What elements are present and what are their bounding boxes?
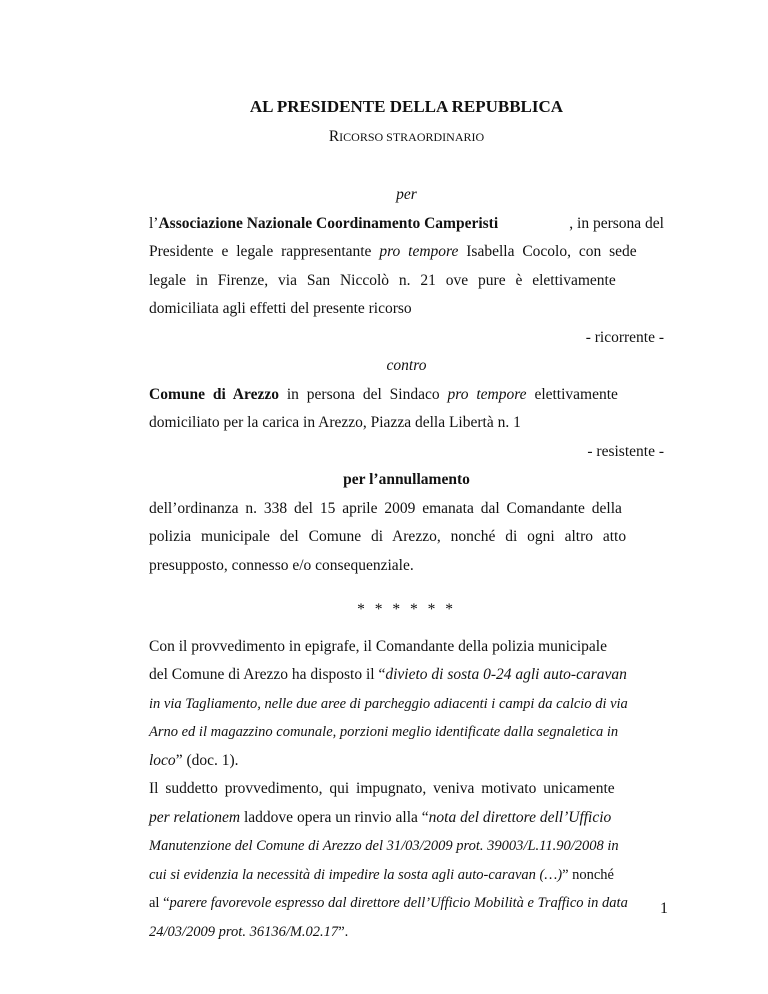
body-p2-line-1: Il suddetto provvedimento, qui impugnato, veniva motivato unicamente bbox=[149, 780, 615, 797]
text-segment: ” nonché bbox=[562, 866, 614, 883]
addressee-heading: AL PRESIDENTE DELLA REPUBBLICA bbox=[249, 97, 564, 116]
text-segment-italic: 24/03/2009 prot. 36136/M.02.17 bbox=[149, 923, 339, 940]
annullamento-heading: per l’annullamento bbox=[343, 471, 470, 488]
body-p1-line-3: in via Tagliamento, nelle due aree di parcheggio adiacenti i campi da calcio di via bbox=[149, 695, 628, 712]
text-segment: Presidente e legale rappresentante bbox=[149, 243, 380, 260]
resistente-label: - resistente - bbox=[587, 442, 664, 460]
oggetto-line-2: polizia municipale del Comune di Arezzo, nonché di ogni altro atto bbox=[149, 528, 627, 545]
text-segment-italic: cui si evidenzia la necessità di impedire la sosta agli auto-caravan (…) bbox=[149, 866, 563, 883]
ricorrente-label: - ricorrente - bbox=[585, 328, 664, 346]
ricorrente-name: Associazione Nazionale Coordinamento Camperisti bbox=[158, 214, 499, 232]
body-p1-line-4: Arno ed il magazzino comunale, porzioni meglio identificate dalla segnaletica in bbox=[149, 724, 619, 740]
section-separator: * * * * * * bbox=[357, 601, 456, 618]
subtitle-initial: R bbox=[328, 128, 340, 145]
ricorrente-prefix: l’ bbox=[149, 214, 159, 232]
oggetto-line-3: presupposto, connesso e/o consequenziale. bbox=[149, 556, 414, 574]
text-segment: laddove opera un rinvio alla “ bbox=[240, 808, 429, 826]
text-segment-italic: pro tempore bbox=[379, 243, 459, 260]
body-p2-line-4 bbox=[149, 861, 664, 890]
ricorrente-line-3: legale in Firenze, via San Niccolò n. 21 ove pure è elettivamente bbox=[149, 271, 616, 289]
text-segment: al “ bbox=[149, 895, 170, 911]
text-segment-italic: pro tempore bbox=[447, 385, 527, 403]
body-p1-line-5 bbox=[149, 747, 664, 776]
body-p2-line-5 bbox=[149, 889, 664, 918]
document-body bbox=[149, 95, 664, 946]
ricorrente-line-2 bbox=[149, 238, 664, 267]
text-segment: Isabella Cocolo, con sede bbox=[458, 243, 637, 260]
text-segment-italic: nota del direttore dell’Ufficio bbox=[428, 808, 612, 826]
text-segment: in persona del Sindaco bbox=[278, 385, 448, 403]
resistente-line-2: domiciliato per la carica in Arezzo, Piazza della Libertà n. 1 bbox=[149, 414, 521, 431]
contro-label: contro bbox=[386, 357, 427, 374]
text-segment-italic: loco bbox=[149, 751, 176, 769]
body-p2-line-3: Manutenzione del Comune di Arezzo del 31/03/2009 prot. 39003/L.11.90/2008 in bbox=[149, 838, 619, 854]
body-p1-line-2 bbox=[149, 661, 664, 690]
document-type-heading bbox=[149, 125, 664, 149]
text-segment: ”. bbox=[338, 923, 349, 940]
ricorrente-line-4: domiciliata agli effetti del presente ricorso bbox=[149, 300, 412, 317]
subtitle-smallcaps: ICORSO STRAORDINARIO bbox=[339, 130, 485, 144]
text-segment-italic: parere favorevole espresso dal direttore dell’Ufficio Mobilità e Traffico in data bbox=[169, 895, 628, 911]
ricorrente-suffix: , in persona del bbox=[569, 214, 664, 232]
body-p1-line-1: Con il provvedimento in epigrafe, il Comandante della polizia municipale bbox=[149, 637, 607, 655]
body-p2-line-2 bbox=[149, 804, 664, 833]
text-segment: ” (doc. 1). bbox=[175, 751, 239, 769]
text-segment-italic: per relationem bbox=[149, 808, 241, 826]
body-p2-line-6 bbox=[149, 918, 664, 947]
text-segment-italic: divieto di sosta 0-24 agli auto-caravan bbox=[385, 666, 627, 683]
resistente-line-1 bbox=[149, 381, 664, 410]
text-segment: del Comune di Arezzo ha disposto il “ bbox=[149, 666, 386, 683]
resistente-name: Comune di Arezzo bbox=[149, 385, 279, 403]
oggetto-line-1: dell’ordinanza n. 338 del 15 aprile 2009 emanata dal Comandante della bbox=[149, 499, 622, 517]
text-segment: elettivamente bbox=[526, 385, 618, 403]
page-number: 1 bbox=[660, 900, 668, 917]
ricorrente-line-1 bbox=[149, 210, 664, 239]
per-label: per bbox=[396, 186, 417, 203]
